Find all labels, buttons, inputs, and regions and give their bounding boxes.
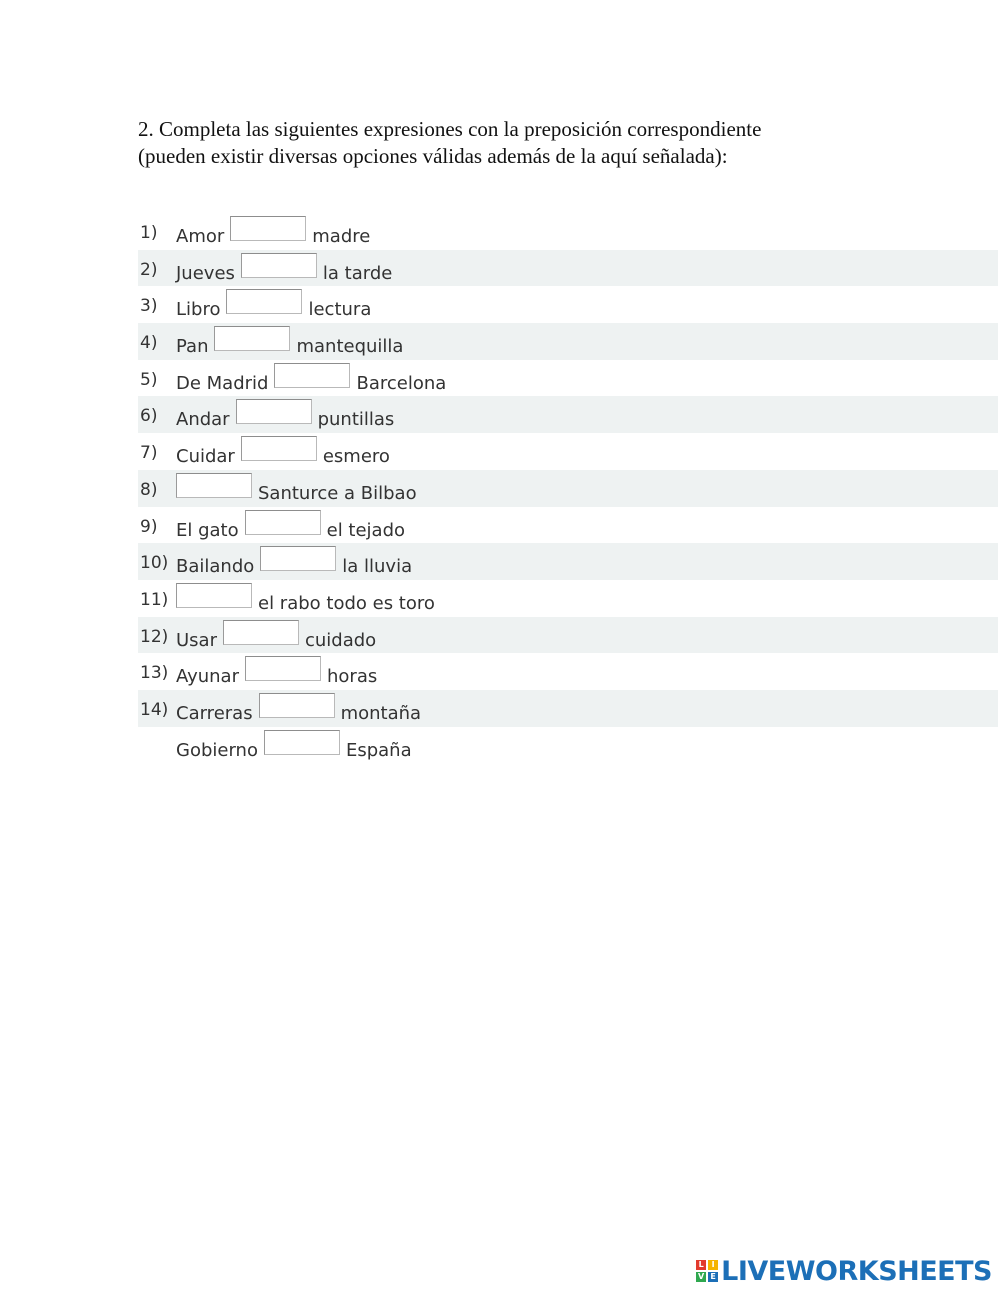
answer-blank-input[interactable] xyxy=(226,289,302,314)
text-after-blank: Santurce a Bilbao xyxy=(258,482,417,504)
exercise-row xyxy=(138,543,998,580)
exercise-content xyxy=(176,363,446,395)
liveworksheets-logo-icon xyxy=(696,1260,718,1282)
exercise-row xyxy=(138,580,998,617)
answer-blank-input[interactable] xyxy=(176,473,252,498)
text-before-blank: Pan xyxy=(176,336,209,358)
exercise-row xyxy=(138,433,998,470)
exercise-row xyxy=(138,727,998,764)
text-before-blank: De Madrid xyxy=(176,372,269,394)
answer-blank-input[interactable] xyxy=(223,620,299,645)
instructions xyxy=(138,116,938,170)
answer-blank-input[interactable] xyxy=(230,216,306,241)
exercise-number: 14) xyxy=(140,699,169,720)
text-after-blank: la tarde xyxy=(322,262,393,284)
text-before-blank: Carreras xyxy=(176,702,253,724)
answer-blank-input[interactable] xyxy=(241,253,317,278)
logo-mark-tile: I xyxy=(708,1260,718,1270)
exercise-content xyxy=(176,253,392,285)
answer-blank-input[interactable] xyxy=(274,363,350,388)
exercise-list xyxy=(138,213,998,763)
text-after-blank: España xyxy=(345,739,412,761)
text-after-blank: horas xyxy=(327,666,378,688)
exercise-content xyxy=(176,546,412,578)
exercise-content xyxy=(176,730,412,762)
text-before-blank: Libro xyxy=(176,299,221,321)
exercise-row xyxy=(138,617,998,654)
exercise-content xyxy=(176,693,421,725)
exercise-number: 7) xyxy=(140,443,158,464)
text-after-blank: mantequilla xyxy=(296,336,404,358)
text-after-blank: madre xyxy=(312,226,371,247)
text-after-blank: el rabo todo es toro xyxy=(258,592,435,614)
text-before-blank: Gobierno xyxy=(176,739,258,761)
exercise-row xyxy=(138,286,998,323)
answer-blank-input[interactable] xyxy=(259,693,335,718)
text-after-blank: puntillas xyxy=(317,409,395,431)
answer-blank-input[interactable] xyxy=(245,510,321,535)
exercise-row xyxy=(138,470,998,507)
exercise-number: 10) xyxy=(140,553,169,574)
exercise-content xyxy=(176,620,376,652)
logo-mark-tile: V xyxy=(698,1272,705,1281)
answer-blank-input[interactable] xyxy=(214,326,290,351)
exercise-number: 9) xyxy=(140,516,158,537)
exercise-number: 1) xyxy=(140,223,158,243)
exercise-number: 5) xyxy=(140,369,158,390)
exercise-content xyxy=(176,510,405,542)
text-after-blank: esmero xyxy=(322,446,390,468)
exercise-number: 8) xyxy=(140,479,158,500)
text-after-blank: lectura xyxy=(308,299,372,321)
answer-blank-input[interactable] xyxy=(176,583,252,608)
exercise-number: 13) xyxy=(140,663,169,684)
exercise-row xyxy=(138,213,998,250)
text-after-blank: montaña xyxy=(340,702,422,724)
text-after-blank: cuidado xyxy=(304,629,377,651)
logo-text: LIVEWORKSHEETS xyxy=(721,1255,992,1287)
text-before-blank: Amor xyxy=(176,226,225,247)
logo-mark-tile: L xyxy=(696,1260,706,1270)
exercise-number: 4) xyxy=(140,333,158,354)
text-before-blank: Cuidar xyxy=(176,446,235,468)
exercise-row xyxy=(138,653,998,690)
answer-blank-input[interactable] xyxy=(241,436,317,461)
exercise-number: 12) xyxy=(140,626,169,647)
exercise-row xyxy=(138,250,998,287)
exercise-row xyxy=(138,323,998,360)
text-after-blank: el tejado xyxy=(326,519,406,541)
text-before-blank: Andar xyxy=(176,409,230,431)
answer-blank-input[interactable] xyxy=(260,546,336,571)
instructions-line-1: 2. Completa las siguientes expresiones con la preposición correspondiente xyxy=(138,117,762,141)
exercise-row xyxy=(138,360,998,397)
exercise-number: 11) xyxy=(140,589,169,610)
exercise-content xyxy=(176,399,394,431)
text-before-blank: Bailando xyxy=(176,556,255,578)
logo-mark-tile: E xyxy=(708,1272,718,1282)
text-before-blank: Jueves xyxy=(176,262,235,284)
exercise-number: 6) xyxy=(140,406,158,427)
exercise-row xyxy=(138,507,998,544)
text-before-blank: Ayunar xyxy=(176,666,239,688)
exercise-content xyxy=(176,289,371,321)
exercise-number: 2) xyxy=(140,259,158,280)
text-before-blank: El gato xyxy=(176,519,239,541)
exercise-row xyxy=(138,690,998,727)
text-before-blank: Usar xyxy=(176,629,217,651)
exercise-content xyxy=(176,583,435,615)
exercise-content xyxy=(176,216,370,248)
exercise-number: 3) xyxy=(140,296,158,317)
instructions-line-2: (pueden existir diversas opciones válidas además de la aquí señalada): xyxy=(138,144,728,168)
exercise-content xyxy=(176,473,417,505)
exercise-content xyxy=(176,326,403,358)
liveworksheets-logo xyxy=(696,1253,992,1289)
exercise-content xyxy=(176,436,390,468)
exercise-row xyxy=(138,396,998,433)
text-after-blank: Barcelona xyxy=(356,372,447,394)
exercise-content xyxy=(176,656,377,688)
text-after-blank: la lluvia xyxy=(342,556,413,578)
answer-blank-input[interactable] xyxy=(236,399,312,424)
answer-blank-input[interactable] xyxy=(245,656,321,681)
answer-blank-input[interactable] xyxy=(264,730,340,755)
